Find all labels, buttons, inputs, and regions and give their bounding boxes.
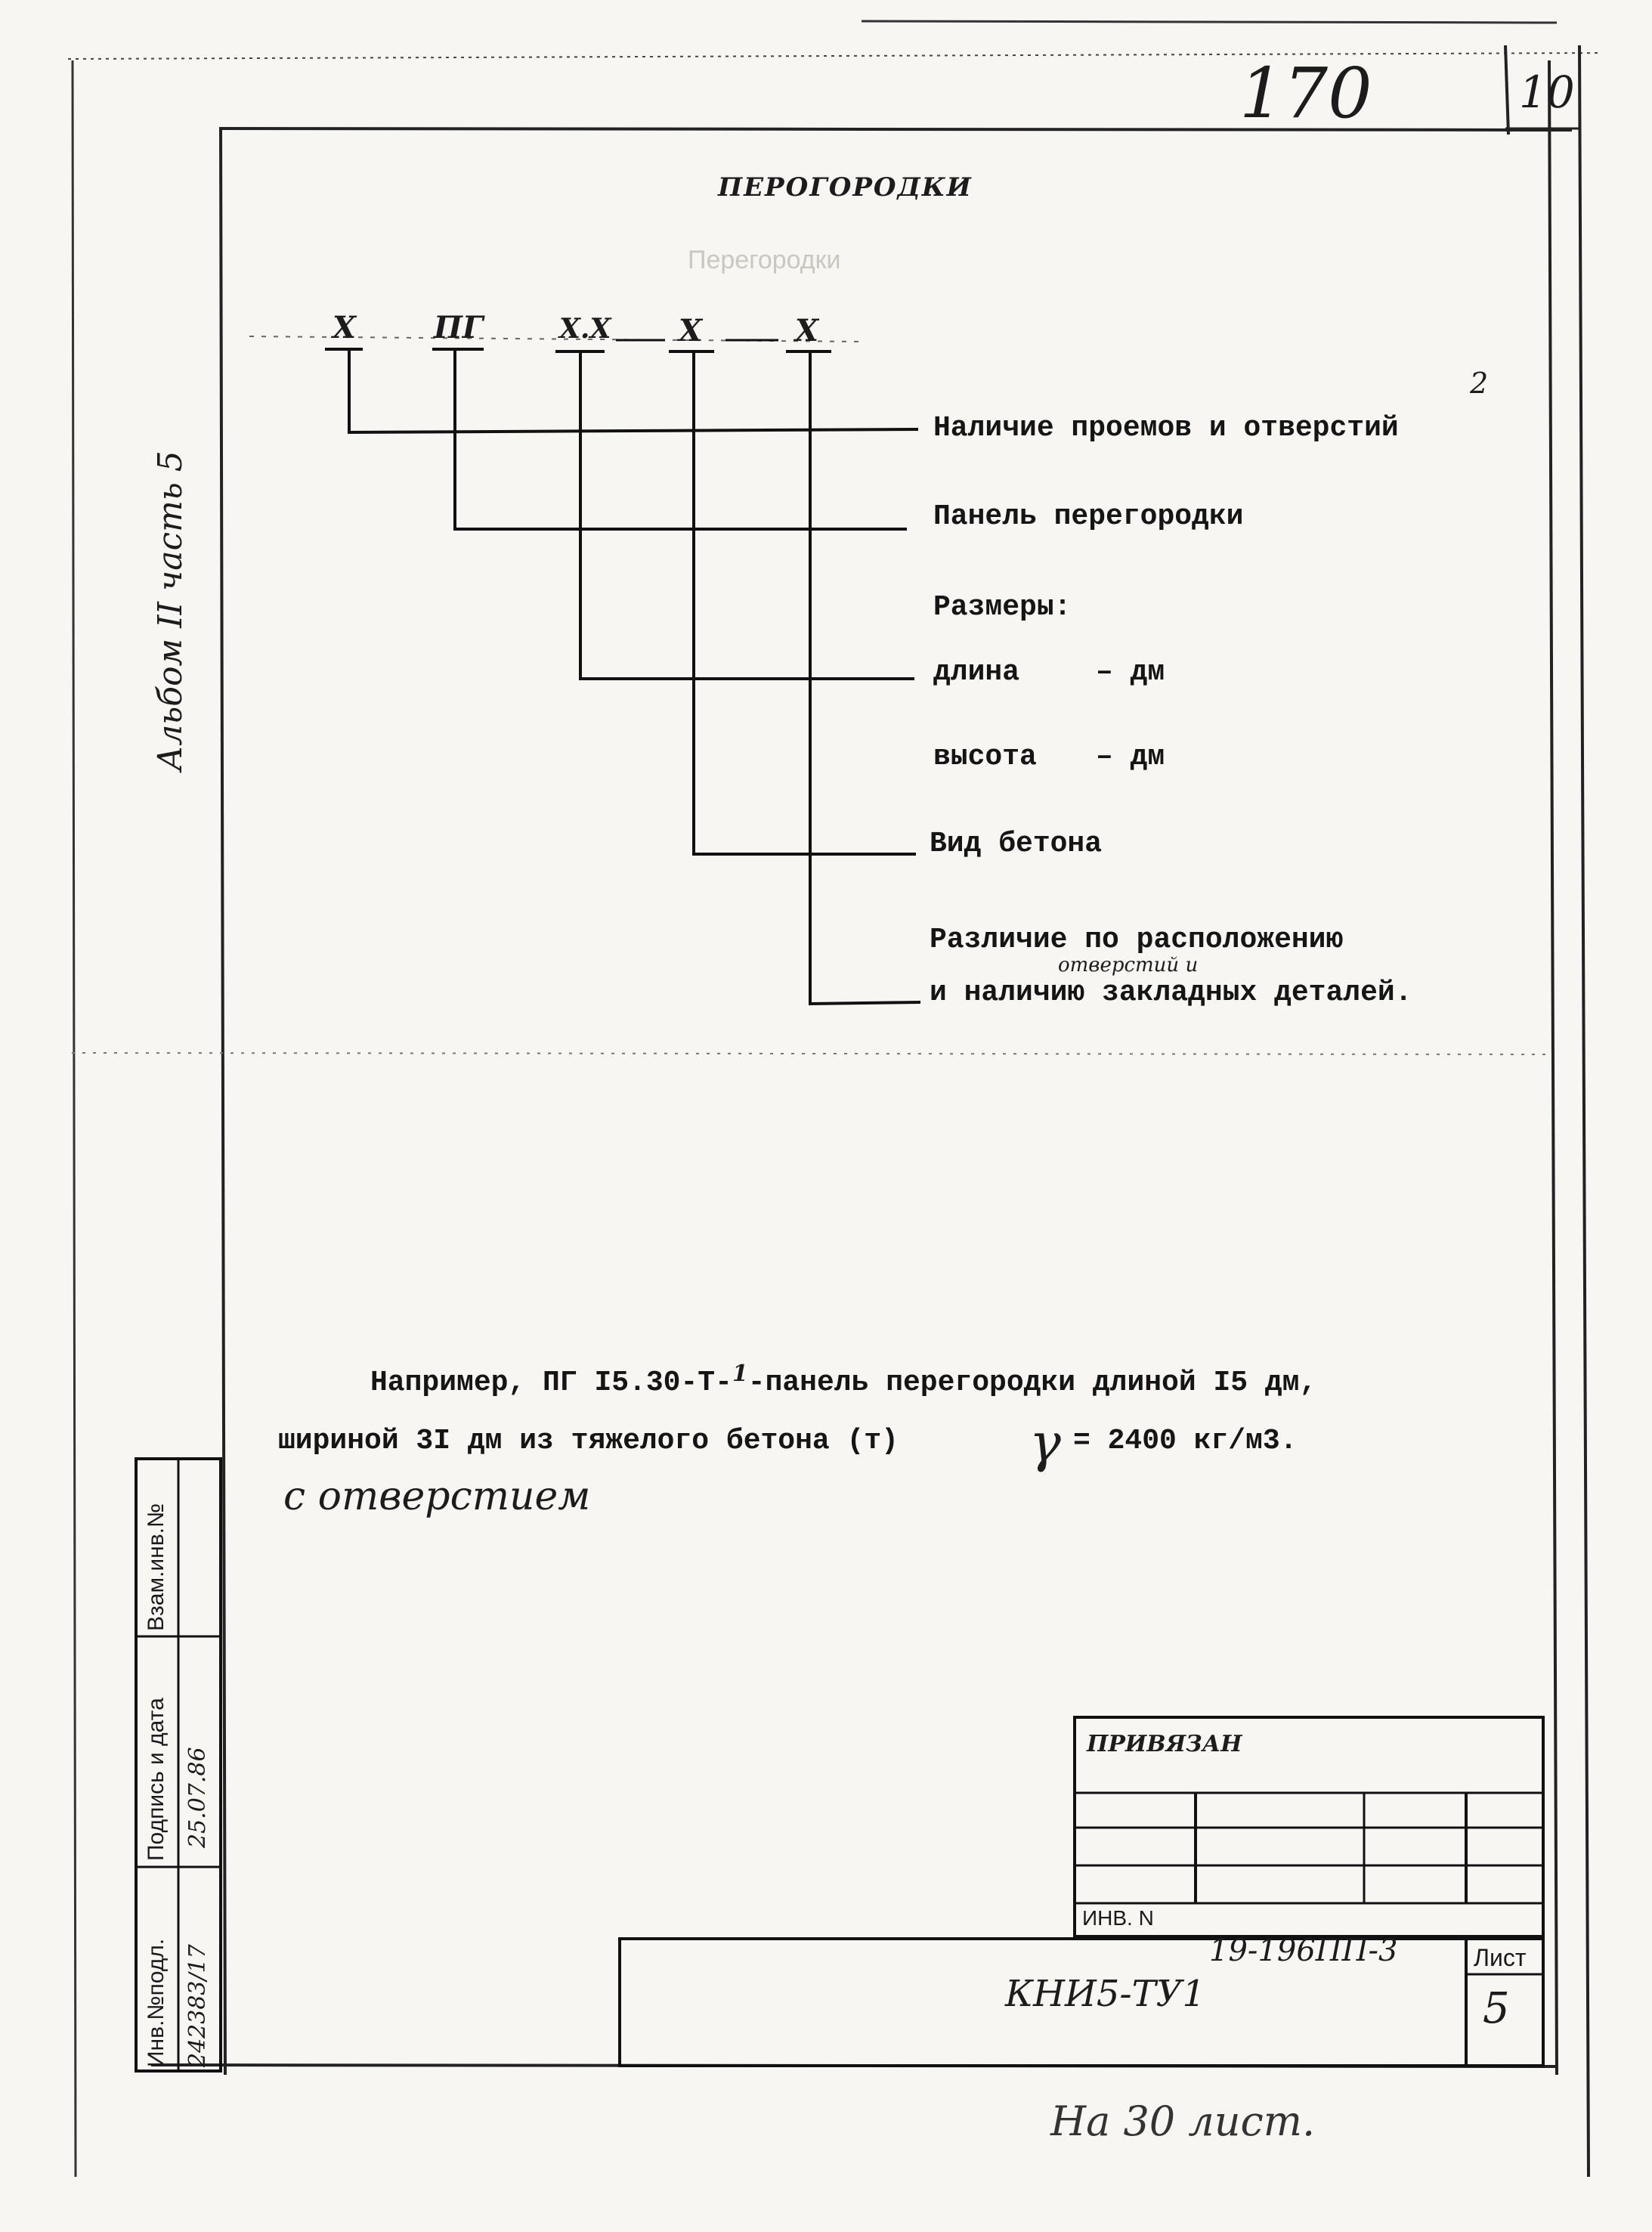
example-line1-prefix: Например, ПГ I5.30-Т- (370, 1367, 732, 1399)
scheme-code-5: X (795, 313, 819, 348)
document-name: КНИ5-ТУ1 (1005, 1973, 1205, 2015)
legend-diff-line2: и наличию закладных деталей. (930, 977, 1412, 1009)
album-note: Альбом II часть 5 (151, 450, 190, 771)
inv-number-value: 242383/17 (184, 1944, 211, 2067)
side-mark: 2 (1470, 367, 1489, 400)
privyazan-label: ПРИВЯЗАН (1087, 1731, 1242, 1757)
example-line1 (370, 1361, 1317, 1399)
legend-length: длина (933, 656, 1020, 689)
inv-n-label: ИНВ. N (1082, 1906, 1154, 1930)
legend-diff-line1: Различие по расположению (930, 924, 1344, 956)
scheme-code-3: X.X (559, 313, 611, 345)
example-line1-suffix: -панель перегородки длиной I5 дм, (747, 1367, 1317, 1399)
corner-mark: 10 (1519, 67, 1575, 118)
signature-date-value: 25.07.86 (184, 1747, 211, 1848)
legend-openings: Наличие проемов и отверстий (933, 412, 1399, 444)
example-handwritten-note: с отверстием (283, 1474, 591, 1519)
inv-number-header: Инв.№подл. (144, 1938, 169, 2067)
legend-height: высота (933, 741, 1037, 773)
scheme-code-2: ПГ (434, 310, 484, 345)
legend-concrete: Вид бетона (930, 828, 1103, 860)
page-number: 170 (1239, 53, 1372, 134)
signature-date-header: Подпись и дата (144, 1698, 169, 1861)
scheme-code-1: X (333, 310, 357, 345)
sheet-label: Лист (1474, 1944, 1527, 1971)
sheet-number: 5 (1483, 1984, 1510, 2033)
gamma-value: = 2400 кг/м3. (1073, 1425, 1298, 1457)
faint-caption: Перегородки (688, 246, 841, 274)
page-title: ПЕРОГОРОДКИ (718, 172, 973, 203)
legend-sizes-header: Размеры: (933, 591, 1072, 624)
scheme-code-4: X (679, 313, 703, 348)
bottom-note: На 30 лист. (1050, 2097, 1316, 2145)
legend-diff-insert: отверстий и (1058, 954, 1199, 977)
replacement-inv-header: Взам.инв.№ (144, 1503, 169, 1631)
example-line1-insert: 1 (732, 1361, 748, 1387)
legend-length-unit: – дм (1096, 656, 1165, 689)
legend-panel: Панель перегородки (933, 500, 1244, 533)
example-line2: шириной 3I дм из тяжелого бетона (т) (278, 1425, 899, 1457)
gamma-symbol: γ (1029, 1412, 1061, 1474)
legend-height-unit: – дм (1096, 741, 1165, 773)
document-code: 19-196ПП-3 (1209, 1933, 1398, 1968)
